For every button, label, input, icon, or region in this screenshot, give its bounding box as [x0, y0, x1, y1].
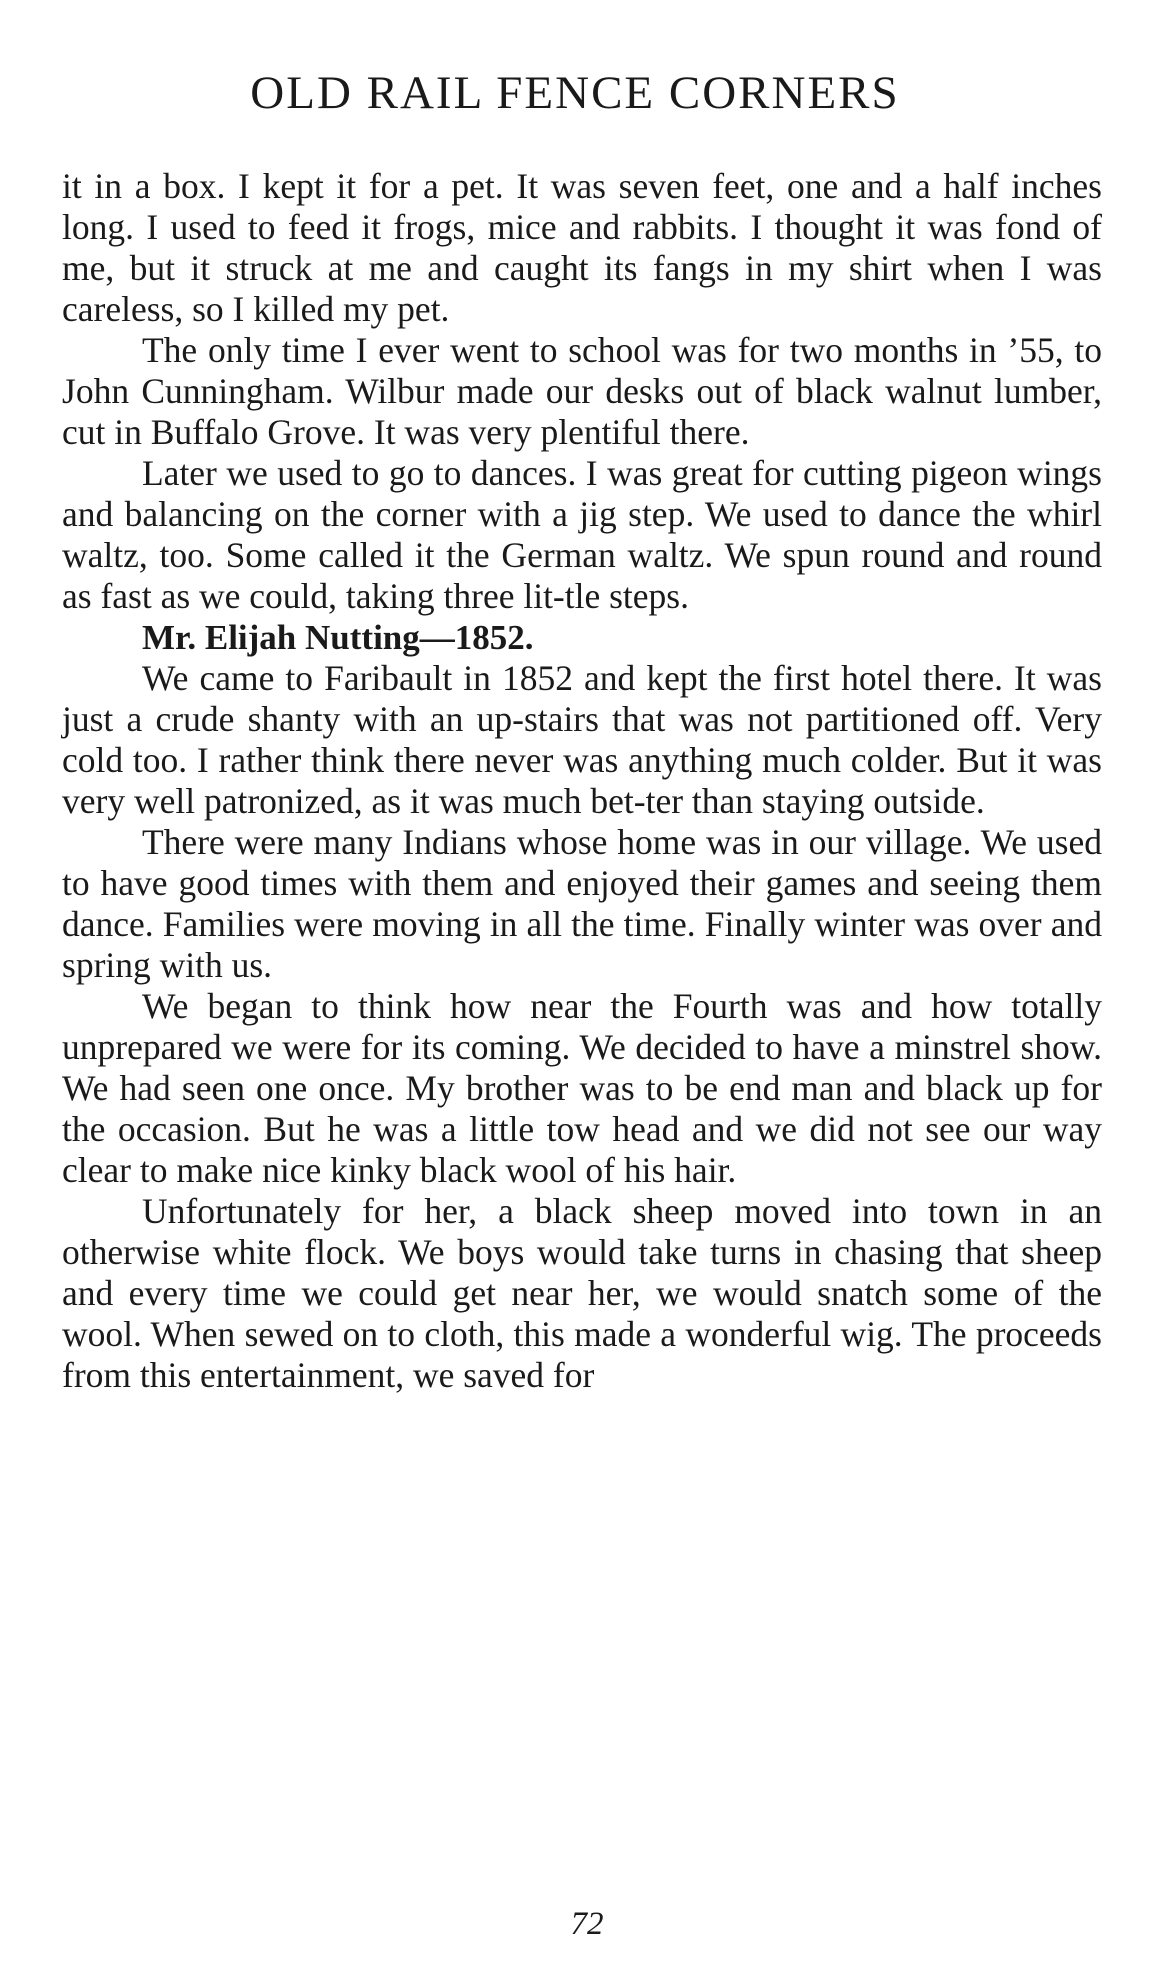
paragraph-school: The only time I ever went to school was for two months in ’55, to John Cunningham. Wilbur made our desks out of black walnut lumber, cut in Buffalo Grove. It was very plentiful there.: [62, 330, 1102, 452]
paragraph-indians: There were many Indians whose home was in our village. We used to have good times with them and enjoyed their games and seeing them dance. Families were moving in all the time. Finally winter was over and spring with us.: [62, 822, 1102, 985]
paragraph-dances: Later we used to go to dances. I was great for cutting pigeon wings and balancing on the corner with a jig step. We used to dance the whirl waltz, too. Some called it the German waltz. We spun round and round as fast as we could, taking three lit-tle steps.: [62, 453, 1102, 616]
paragraph-hotel: We came to Faribault in 1852 and kept the first hotel there. It was just a crude shanty with an up-stairs that was not partitioned off. Very cold too. I rather think there never was anything much colder. But it was very well patronized, as it was much bet-ter than staying outside.: [62, 658, 1102, 821]
section-heading: Mr. Elijah Nutting—1852.: [142, 618, 534, 657]
page-number: 72: [570, 1906, 604, 1942]
body-text: [62, 166, 1102, 1396]
paragraph-minstrel: We began to think how near the Fourth was and how totally unprepared we were for its coming. We decided to have a minstrel show. We had seen one once. My brother was to be end man and black up for the occasion. But he was a little tow head and we did not see our way clear to make nice kinky black wool of his hair.: [62, 986, 1102, 1190]
paragraph-sheep: Unfortunately for her, a black sheep moved into town in an otherwise white flock. We boys would take turns in chasing that sheep and every time we could get near her, we would snatch some of the wool. When sewed on to cloth, this made a wonderful wig. The proceeds from this entertainment, we saved for: [62, 1191, 1102, 1395]
running-head: OLD RAIL FENCE CORNERS: [250, 67, 900, 119]
paragraph-continued: it in a box. I kept it for a pet. It was seven feet, one and a half inches long. I used to feed it frogs, mice and rabbits. I thought it was fond of me, but it struck at me and caught its fangs in my shirt when I was careless, so I killed my pet.: [62, 166, 1102, 329]
